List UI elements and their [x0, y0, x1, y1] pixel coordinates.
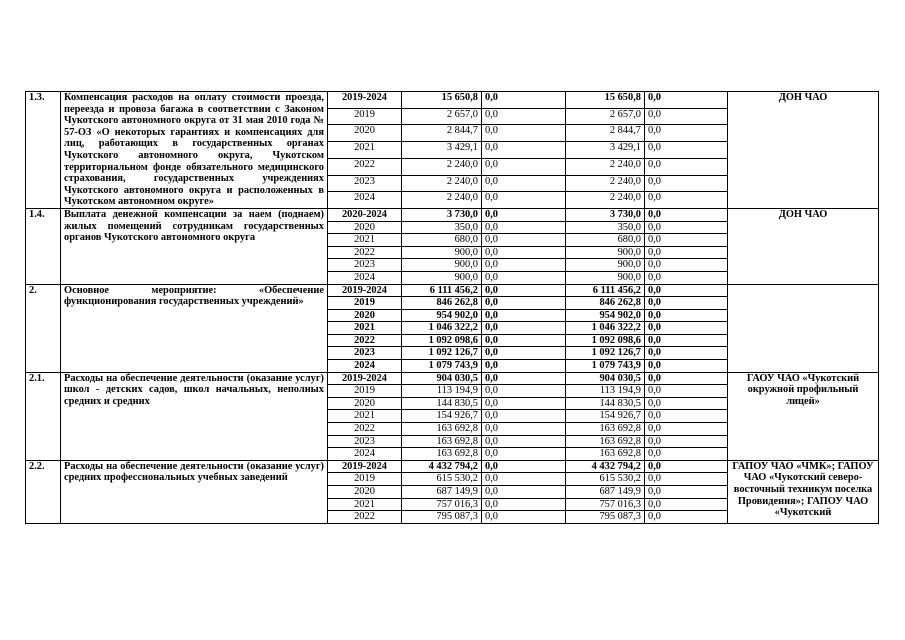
federal-cell: 0,0 — [482, 142, 566, 159]
table-row — [26, 208, 879, 221]
regional-cell: 2 240,0 — [566, 158, 645, 175]
federal-cell: 0,0 — [482, 460, 566, 473]
year-cell: 2023 — [328, 435, 402, 448]
table-row — [26, 372, 879, 385]
regional-cell: 904 030,5 — [566, 372, 645, 385]
regional-cell: 163 692,8 — [566, 423, 645, 436]
federal-cell: 0,0 — [482, 498, 566, 511]
regional-cell: 144 830,5 — [566, 397, 645, 410]
year-cell: 2019 — [328, 385, 402, 398]
year-cell: 2021 — [328, 322, 402, 335]
regional-cell: 1 092 098,6 — [566, 334, 645, 347]
other-cell: 0,0 — [645, 309, 728, 322]
total-cell: 900,0 — [402, 246, 482, 259]
budget-table — [25, 91, 879, 524]
item-number: 1.4. — [26, 208, 61, 284]
year-cell: 2021 — [328, 234, 402, 247]
total-cell: 900,0 — [402, 259, 482, 272]
total-cell: 687 149,9 — [402, 486, 482, 499]
regional-cell: 795 087,3 — [566, 511, 645, 524]
other-cell: 0,0 — [645, 271, 728, 284]
regional-cell: 113 194,9 — [566, 385, 645, 398]
item-description: Основное мероприятие: «Обеспечение функционирования государственных учреждений» — [61, 284, 328, 372]
total-cell: 1 092 126,7 — [402, 347, 482, 360]
regional-cell: 163 692,8 — [566, 435, 645, 448]
total-cell: 113 194,9 — [402, 385, 482, 398]
total-cell: 3 429,1 — [402, 142, 482, 159]
item-description: Расходы на обеспечение деятельности (оказание услуг) школ - детских садов, школ начальных, неполных средних и средних — [61, 372, 328, 460]
year-cell: 2021 — [328, 410, 402, 423]
other-cell: 0,0 — [645, 397, 728, 410]
other-cell: 0,0 — [645, 448, 728, 461]
regional-cell: 350,0 — [566, 221, 645, 234]
regional-cell: 2 844,7 — [566, 125, 645, 142]
total-cell: 680,0 — [402, 234, 482, 247]
regional-cell: 3 429,1 — [566, 142, 645, 159]
year-cell: 2023 — [328, 175, 402, 192]
total-cell: 1 092 098,6 — [402, 334, 482, 347]
year-cell: 2020 — [328, 309, 402, 322]
other-cell: 0,0 — [645, 246, 728, 259]
federal-cell: 0,0 — [482, 473, 566, 486]
item-number: 2.1. — [26, 372, 61, 460]
regional-cell: 900,0 — [566, 271, 645, 284]
federal-cell: 0,0 — [482, 397, 566, 410]
item-number: 2.2. — [26, 460, 61, 523]
federal-cell: 0,0 — [482, 423, 566, 436]
item-description: Компенсация расходов на оплату стоимости проезда, переезда и провоза багажа в соответствии с Законом Чукотского автономного округа от 31 мая 2010 года № 57-ОЗ «О некоторых гарантиях и компенсациях для лиц, работающих в государственных органах Чукотского автономного округа, Чукотском территориальном фонде обязательного медицинского страхования, государственных учреждениях Чукотского автономного округа и расположенных в Чукотском автономном округе» — [61, 92, 328, 209]
federal-cell: 0,0 — [482, 108, 566, 125]
year-cell: 2020 — [328, 486, 402, 499]
year-cell: 2019-2024 — [328, 460, 402, 473]
total-cell: 2 240,0 — [402, 192, 482, 209]
year-cell: 2020 — [328, 125, 402, 142]
other-cell: 0,0 — [645, 108, 728, 125]
regional-cell: 2 240,0 — [566, 175, 645, 192]
total-cell: 6 111 456,2 — [402, 284, 482, 297]
other-cell: 0,0 — [645, 92, 728, 109]
total-cell: 1 046 322,2 — [402, 322, 482, 335]
year-cell: 2020 — [328, 221, 402, 234]
regional-cell: 4 432 794,2 — [566, 460, 645, 473]
regional-cell: 954 902,0 — [566, 309, 645, 322]
other-cell: 0,0 — [645, 259, 728, 272]
total-cell: 350,0 — [402, 221, 482, 234]
federal-cell: 0,0 — [482, 435, 566, 448]
federal-cell: 0,0 — [482, 158, 566, 175]
total-cell: 163 692,8 — [402, 435, 482, 448]
other-cell: 0,0 — [645, 234, 728, 247]
year-cell: 2020 — [328, 397, 402, 410]
federal-cell: 0,0 — [482, 360, 566, 373]
federal-cell: 0,0 — [482, 284, 566, 297]
other-cell: 0,0 — [645, 498, 728, 511]
total-cell: 795 087,3 — [402, 511, 482, 524]
other-cell: 0,0 — [645, 284, 728, 297]
regional-cell: 1 092 126,7 — [566, 347, 645, 360]
year-cell: 2019-2024 — [328, 372, 402, 385]
total-cell: 2 657,0 — [402, 108, 482, 125]
regional-cell: 2 657,0 — [566, 108, 645, 125]
total-cell: 757 016,3 — [402, 498, 482, 511]
other-cell: 0,0 — [645, 423, 728, 436]
other-cell: 0,0 — [645, 334, 728, 347]
total-cell: 163 692,8 — [402, 423, 482, 436]
regional-cell: 900,0 — [566, 246, 645, 259]
other-cell: 0,0 — [645, 208, 728, 221]
federal-cell: 0,0 — [482, 511, 566, 524]
total-cell: 3 730,0 — [402, 208, 482, 221]
total-cell: 2 844,7 — [402, 125, 482, 142]
regional-cell: 163 692,8 — [566, 448, 645, 461]
total-cell: 163 692,8 — [402, 448, 482, 461]
executor-cell — [728, 284, 879, 372]
other-cell: 0,0 — [645, 322, 728, 335]
other-cell: 0,0 — [645, 372, 728, 385]
total-cell: 4 432 794,2 — [402, 460, 482, 473]
year-cell: 2022 — [328, 511, 402, 524]
other-cell: 0,0 — [645, 511, 728, 524]
year-cell: 2019 — [328, 108, 402, 125]
year-cell: 2023 — [328, 347, 402, 360]
year-cell: 2022 — [328, 423, 402, 436]
regional-cell: 154 926,7 — [566, 410, 645, 423]
year-cell: 2024 — [328, 192, 402, 209]
federal-cell: 0,0 — [482, 175, 566, 192]
year-cell: 2024 — [328, 360, 402, 373]
regional-cell: 846 262,8 — [566, 297, 645, 310]
total-cell: 144 830,5 — [402, 397, 482, 410]
federal-cell: 0,0 — [482, 372, 566, 385]
executor-cell: ДОН ЧАО — [728, 208, 879, 284]
other-cell: 0,0 — [645, 192, 728, 209]
other-cell: 0,0 — [645, 175, 728, 192]
federal-cell: 0,0 — [482, 322, 566, 335]
federal-cell: 0,0 — [482, 309, 566, 322]
year-cell: 2019 — [328, 297, 402, 310]
federal-cell: 0,0 — [482, 486, 566, 499]
executor-cell: ДОН ЧАО — [728, 92, 879, 209]
regional-cell: 757 016,3 — [566, 498, 645, 511]
other-cell: 0,0 — [645, 486, 728, 499]
federal-cell: 0,0 — [482, 192, 566, 209]
federal-cell: 0,0 — [482, 221, 566, 234]
other-cell: 0,0 — [645, 347, 728, 360]
other-cell: 0,0 — [645, 435, 728, 448]
federal-cell: 0,0 — [482, 125, 566, 142]
year-cell: 2019 — [328, 473, 402, 486]
regional-cell: 1 079 743,9 — [566, 360, 645, 373]
year-cell: 2024 — [328, 448, 402, 461]
federal-cell: 0,0 — [482, 385, 566, 398]
other-cell: 0,0 — [645, 297, 728, 310]
budget-table-body — [26, 92, 879, 524]
regional-cell: 1 046 322,2 — [566, 322, 645, 335]
regional-cell: 3 730,0 — [566, 208, 645, 221]
regional-cell: 900,0 — [566, 259, 645, 272]
item-number: 1.3. — [26, 92, 61, 209]
total-cell: 846 262,8 — [402, 297, 482, 310]
regional-cell: 687 149,9 — [566, 486, 645, 499]
federal-cell: 0,0 — [482, 297, 566, 310]
regional-cell: 680,0 — [566, 234, 645, 247]
total-cell: 15 650,8 — [402, 92, 482, 109]
year-cell: 2019-2024 — [328, 284, 402, 297]
total-cell: 615 530,2 — [402, 473, 482, 486]
item-description: Выплата денежной компенсации за наем (поднаем) жилых помещений сотрудникам государственных органов Чукотского автономного округа — [61, 208, 328, 284]
table-row — [26, 284, 879, 297]
total-cell: 1 079 743,9 — [402, 360, 482, 373]
executor-cell: ГАОУ ЧАО «Чукотский окружной профильный лицей» — [728, 372, 879, 460]
federal-cell: 0,0 — [482, 208, 566, 221]
year-cell: 2019-2024 — [328, 92, 402, 109]
year-cell: 2023 — [328, 259, 402, 272]
federal-cell: 0,0 — [482, 234, 566, 247]
federal-cell: 0,0 — [482, 448, 566, 461]
regional-cell: 615 530,2 — [566, 473, 645, 486]
other-cell: 0,0 — [645, 142, 728, 159]
federal-cell: 0,0 — [482, 259, 566, 272]
federal-cell: 0,0 — [482, 410, 566, 423]
executor-cell: ГАПОУ ЧАО «ЧМК»; ГАПОУ ЧАО «Чукотский северо-восточный техникум поселка Провидения»; ГАПОУ ЧАО «Чукотский — [728, 460, 879, 523]
item-number: 2. — [26, 284, 61, 372]
total-cell: 900,0 — [402, 271, 482, 284]
other-cell: 0,0 — [645, 158, 728, 175]
federal-cell: 0,0 — [482, 347, 566, 360]
total-cell: 2 240,0 — [402, 158, 482, 175]
total-cell: 904 030,5 — [402, 372, 482, 385]
other-cell: 0,0 — [645, 410, 728, 423]
federal-cell: 0,0 — [482, 246, 566, 259]
other-cell: 0,0 — [645, 460, 728, 473]
regional-cell: 6 111 456,2 — [566, 284, 645, 297]
federal-cell: 0,0 — [482, 92, 566, 109]
year-cell: 2022 — [328, 334, 402, 347]
table-row — [26, 460, 879, 473]
year-cell: 2021 — [328, 498, 402, 511]
year-cell: 2022 — [328, 158, 402, 175]
other-cell: 0,0 — [645, 360, 728, 373]
total-cell: 154 926,7 — [402, 410, 482, 423]
other-cell: 0,0 — [645, 221, 728, 234]
year-cell: 2024 — [328, 271, 402, 284]
year-cell: 2020-2024 — [328, 208, 402, 221]
item-description: Расходы на обеспечение деятельности (оказание услуг) средних профессиональных учебных заведений — [61, 460, 328, 523]
other-cell: 0,0 — [645, 385, 728, 398]
federal-cell: 0,0 — [482, 271, 566, 284]
table-row — [26, 92, 879, 109]
year-cell: 2021 — [328, 142, 402, 159]
federal-cell: 0,0 — [482, 334, 566, 347]
regional-cell: 15 650,8 — [566, 92, 645, 109]
regional-cell: 2 240,0 — [566, 192, 645, 209]
total-cell: 954 902,0 — [402, 309, 482, 322]
total-cell: 2 240,0 — [402, 175, 482, 192]
other-cell: 0,0 — [645, 473, 728, 486]
other-cell: 0,0 — [645, 125, 728, 142]
year-cell: 2022 — [328, 246, 402, 259]
